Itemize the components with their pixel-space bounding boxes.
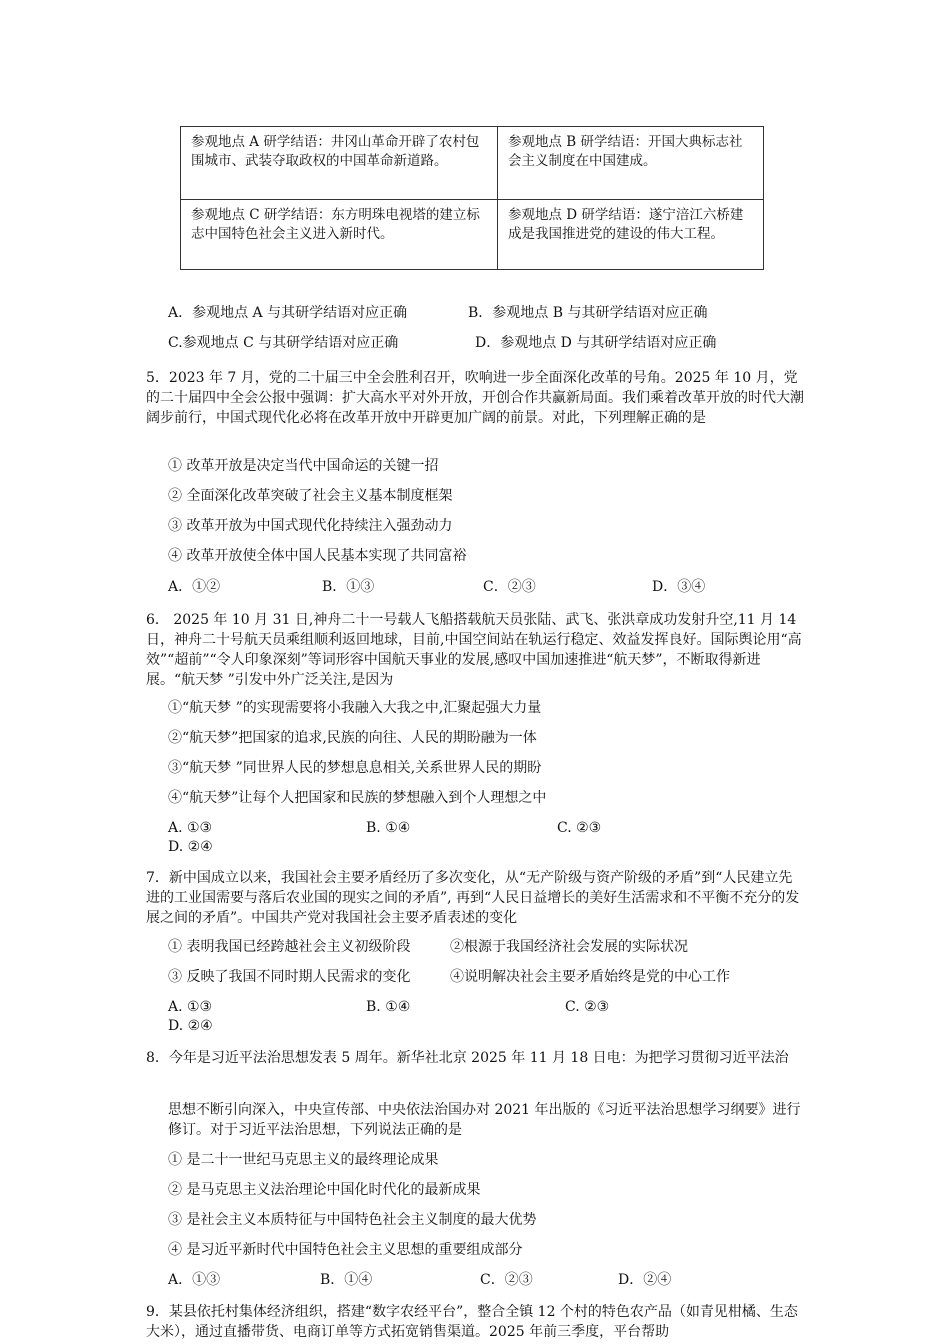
q4-option-c: C.参观地点 C 与其研学结语对应正确 [168, 335, 399, 351]
q8-option-a: A．①③ [168, 1272, 221, 1288]
q8-stem-1: 8．今年是习近平法治思想发表 5 周年。新华社北京 2025 年 11 月 18 日电：为把学习贯彻习近平法治 [146, 1050, 789, 1066]
q5-option-a: A．①② [168, 579, 221, 595]
q5-option-d: D．③④ [652, 579, 706, 595]
q7-option-b: B. ①④ [366, 999, 411, 1015]
q8-stem-2: 思想不断引向深入，中央宣传部、中央依法治国办对 2021 年出版的《习近平法治思想学习纲要》进行修订。对于习近平法治思想，下列说法正确的是 [168, 1102, 801, 1138]
table-cell-d: 参观地点 D 研学结语：遂宁涪江六桥建成是我国推进党的建设的伟大工程。 [497, 199, 763, 269]
q6-option-d: D. ②④ [168, 839, 213, 855]
table-cell-a: 参观地点 A 研学结语：井冈山革命开辟了农村包围城市、武装夺取政权的中国革命新道路。 [191, 134, 480, 169]
q5-item-1: ① 改革开放是决定当代中国命运的关键一招 [168, 458, 439, 474]
q8-item-1: ① 是二十一世纪马克思主义的最终理论成果 [168, 1152, 439, 1168]
q8-item-4: ④ 是习近平新时代中国特色社会主义思想的重要组成部分 [168, 1242, 523, 1258]
q6-item-3: ③“航天梦 ”同世界人民的梦想息息相关,关系世界人民的期盼 [168, 760, 542, 776]
q5-item-3: ③ 改革开放为中国式现代化持续注入强劲动力 [168, 518, 453, 534]
q8-item-2: ② 是马克思主义法治理论中国化时代化的最新成果 [168, 1182, 481, 1198]
q5-option-c: C．②③ [483, 579, 536, 595]
q6-option-a: A. ①③ [168, 820, 213, 836]
q7-item-2: ②根源于我国经济社会发展的实际状况 [450, 939, 688, 955]
q9-stem: 9．某县依托村集体经济组织，搭建“数字农经平台”，整合全镇 12 个村的特色农产品（如青见柑橘、生态大米），通过直播带货、电商订单等方式拓宽销售渠道。2025 年前三季度，平台帮助 [146, 1304, 798, 1340]
q7-item-3: ③ 反映了我国不同时期人民需求的变化 [168, 969, 411, 985]
q7-stem: 7．新中国成立以来，我国社会主要矛盾经历了多次变化，从“无产阶级与资产阶级的矛盾”到“人民建立先进的工业国需要与落后农业国的现实之间的矛盾”, 再到“人民日益增长的美好生活需求和不平衡不充分的发展之间的矛盾”。中国共产党对我国社会主要矛盾表述的变化 [146, 870, 800, 926]
q6-stem: 6． 2025 年 10 月 31 日,神舟二十一号载人飞船搭载航天员张陆、武飞、张洪章成功发射升空,11 月 14 日，神舟二十号航天员乘组顺利返回地球，目前,中国空间站在轨运行稳定、效益发挥良好。国际舆论用“高效”“超前”“令人印象深刻”等词形容中国航天事业的发展,感叹中国加速推进“航天梦”，不断取得新进展。“航天梦 ”引发中外广泛关注,是因为 [146, 612, 802, 688]
q5-item-4: ④ 改革开放使全体中国人民基本实现了共同富裕 [168, 548, 467, 564]
study-trip-table [180, 126, 764, 270]
q7-item-1: ① 表明我国已经跨越社会主义初级阶段 [168, 939, 411, 955]
q4-option-d: D．参观地点 D 与其研学结语对应正确 [475, 335, 717, 351]
q6-item-4: ④“航天梦”让每个人把国家和民族的梦想融入到个人理想之中 [168, 790, 547, 806]
q7-item-4: ④说明解决社会主要矛盾始终是党的中心工作 [450, 969, 730, 985]
q8-option-b: B．①④ [320, 1272, 373, 1288]
q8-option-c: C．②③ [480, 1272, 533, 1288]
q7-option-d: D. ②④ [168, 1018, 213, 1034]
q6-item-1: ①“航天梦 ”的实现需要将小我融入大我之中,汇聚起强大力量 [168, 700, 542, 716]
q5-item-2: ② 全面深化改革突破了社会主义基本制度框架 [168, 488, 453, 504]
q7-option-c: C. ②③ [565, 999, 610, 1015]
q4-option-a: A．参观地点 A 与其研学结语对应正确 [168, 305, 408, 321]
table-cell-b: 参观地点 B 研学结语：开国大典标志社会主义制度在中国建成。 [497, 127, 763, 199]
q7-option-a: A. ①③ [168, 999, 213, 1015]
q8-option-d: D．②④ [618, 1272, 672, 1288]
q8-item-3: ③ 是社会主义本质特征与中国特色社会主义制度的最大优势 [168, 1212, 537, 1228]
q6-option-c: C. ②③ [557, 820, 602, 836]
q5-stem: 5．2023 年 7 月，党的二十届三中全会胜利召开，吹响进一步全面深化改革的号角。2025 年 10 月，党的二十届四中全会公报中强调：扩大高水平对外开放，开创合作共赢新局面。我们乘着改革开放的时代大潮阔步前行，中国式现代化必将在改革开放中开辟更加广阔的前景。对此，下列理解正确的是 [146, 370, 804, 426]
table-cell-c: 参观地点 C 研学结语：东方明珠电视塔的建立标志中国特色社会主义进入新时代。 [181, 199, 497, 269]
q6-item-2: ②“航天梦”把国家的追求,民族的向往、人民的期盼融为一体 [168, 730, 537, 746]
q4-option-b: B．参观地点 B 与其研学结语对应正确 [468, 305, 708, 321]
q6-option-b: B. ①④ [366, 820, 411, 836]
q5-option-b: B．①③ [322, 579, 375, 595]
